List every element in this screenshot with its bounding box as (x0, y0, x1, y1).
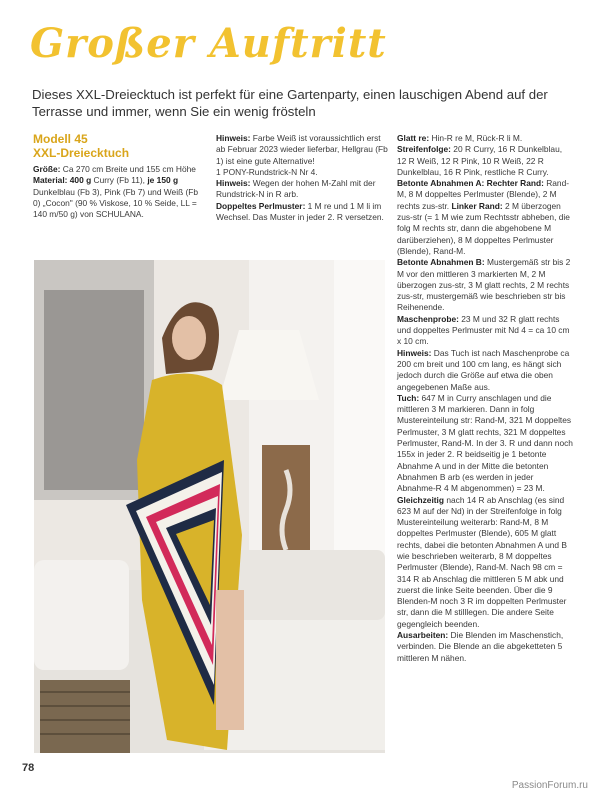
model-name: XXL-Dreiecktuch (33, 146, 130, 160)
paragraph: Glatt re: Hin-R re M, Rück-R li M. (397, 133, 523, 143)
column-left (33, 132, 205, 220)
column-right (397, 133, 573, 664)
column-middle (216, 133, 388, 223)
paragraph: Maschenprobe: 23 M und 32 R glatt rechts und doppeltes Perlmuster mit Nd 4 = ca 10 cm x 10 cm. (397, 313, 570, 347)
page-title: Großer Auftritt (30, 20, 387, 67)
paragraph: Material: 400 g Curry (Fb 11), je 150 g Dunkelblau (Fb 3), Pink (Fb 7) und Weiß (Fb 0) „Cocon" (90 % Viskose, 10 % Seide, LL = 140 m/50 g) von SCHULANA. (33, 175, 199, 220)
paragraph: Hinweis: Farbe Weiß ist voraussichtlich erst ab Februar 2023 wieder lieferbar, Hellgrau (Fb 1) ist eine gute Alternative! (216, 133, 388, 166)
paragraph: 1 PONY-Rundstrick-N Nr 4. (216, 166, 318, 177)
model-heading (33, 133, 129, 170)
model-number: Modell 45 (33, 132, 88, 146)
paragraph: Streifenfolge: 20 R Curry, 16 R Dunkelblau, 12 R Weiß, 12 R Pink, 10 R Weiß, 22 R Dunkelblau, 16 R Pink, restliche R Curry. (397, 144, 563, 177)
model-photo (34, 260, 385, 753)
intro-text: Dieses XXL-Dreiecktuch ist perfekt für eine Gartenparty, einen lauschigen Abend auf der Terrasse und immer, wenn Sie ein wenig frösteln (32, 87, 548, 119)
paragraph: Tuch: 647 M in Curry anschlagen und die mittleren 3 M markieren. Dann in folg Mustereinteilung str: Rand-M, 321 M doppeltes Perlmuster, 3 M glatt rechts, 321 M doppeltes Perlmuster, Rand-M. In der 3. R und dann noch 155x in jeder 2. R beidseitig je 1 betonte Abnahme A und in der Mitte die betonten Abnahmen B arb (es werden in jeder Abnahme-R 4 M abgenommen) = 23 M. Gleichzeitig nach 14 R ab Anschlag (es sind 623 M auf der Nd) in der Streifenfolge in folg Mustereinteilung weiterarb: Rand-M, 8 M doppeltes Perlmuster (Blende), 605 M glatt rechts, dabei die betonten Abnahmen A und B wie beschrieben weiterarb, 8 M doppeltes Perlmuster (Blende), Rand-M. Nach 98 cm = 314 R ab Anschlag die mittleren 5 M abk und zuerst die linke Seite beenden. Über die 9 Blenden-M noch 3 R im doppelten Perlmuster str, dann die M stilllegen. Die andere Seite gegengleich beenden. (397, 392, 573, 629)
paragraph: Betonte Abnahmen B: Mustergemäß str bis 2 M vor den mittleren 3 markierten M, 2 M überzogen zus-str, 3 M glatt rechts, 2 M rechts zus-str, mustergemäß wie beschrieben str bis Reihenende. (397, 257, 571, 313)
watermark: PassionForum.ru (511, 780, 588, 791)
paragraph: Doppeltes Perlmuster: 1 M re und 1 M li im Wechsel. Das Muster in jeder 2. R versetzen. (216, 200, 384, 223)
paragraph: Ausarbeiten: Die Blenden im Maschenstich, verbinden. Die Blende an die abgeketteten 5 mittleren M nähen. (397, 630, 564, 663)
page-number: 78 (22, 762, 35, 774)
paragraph: Hinweis: Wegen der hohen M-Zahl mit der Rundstrick-N in R arb. (216, 178, 376, 200)
paragraph: Hinweis: Das Tuch ist nach Maschenprobe ca 200 cm breit und 100 cm lang, es hängt sich jedoch durch die Größe auf etwa die oben angegebenen Maße aus. (397, 347, 570, 392)
paragraph: Betonte Abnahmen A: Rechter Rand: Rand-M, 8 M doppeltes Perlmuster (Blende), 2 M rechts zus-str. Linker Rand: 2 M überzogen zus-str (= 1 M wie zum Rechtsstr abheben, die folg M rechts str, dann die abgehobene M darüberziehen), 8 M doppeltes Perlmuster (Blende), Rand-M. (397, 178, 570, 256)
paragraph: Größe: Ca 270 cm Breite und 155 cm Höhe (33, 164, 196, 174)
